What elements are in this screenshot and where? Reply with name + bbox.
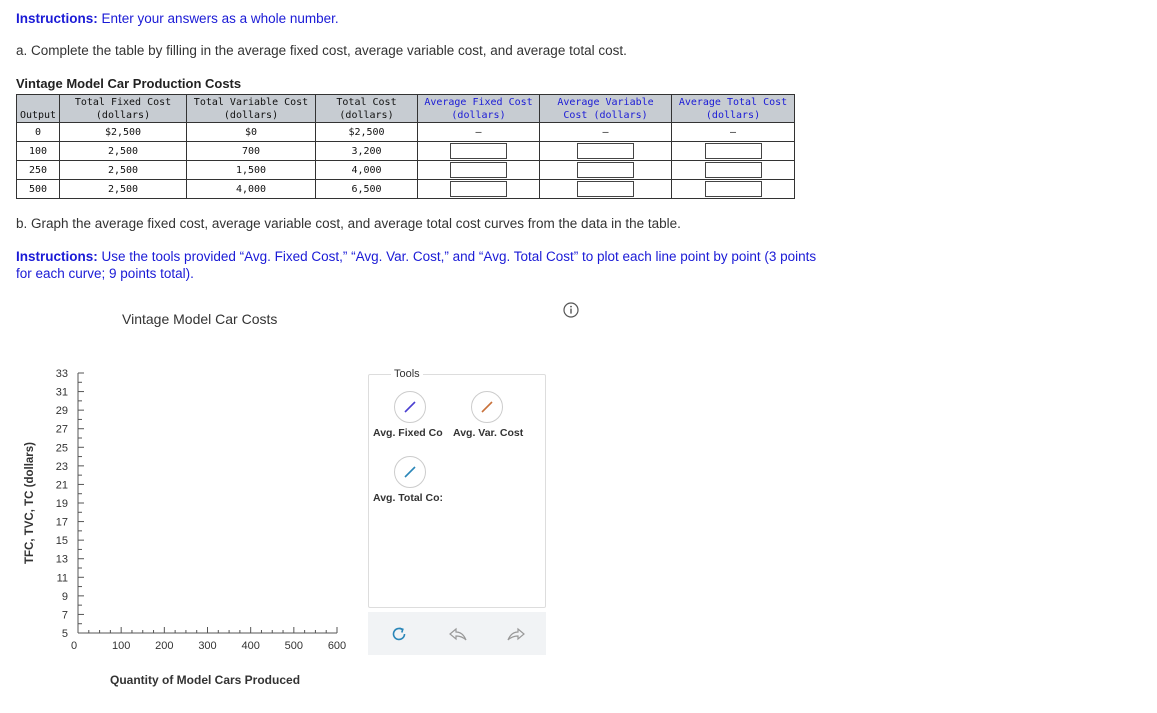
y-tick-label: 19 <box>55 498 68 510</box>
cell-tfc: 2,500 <box>60 180 187 199</box>
cell-tc: 4,000 <box>316 161 418 180</box>
cell-tvc: 4,000 <box>187 180 316 199</box>
afc-input-500[interactable] <box>450 181 507 197</box>
y-tick-label: 21 <box>55 479 68 492</box>
cell-tc: 3,200 <box>316 142 418 161</box>
cell-output: 0 <box>17 123 60 142</box>
y-tick-label: 9 <box>61 590 68 603</box>
avg-total-cost-tool-button[interactable] <box>394 456 426 488</box>
afc-input-250[interactable] <box>450 162 507 178</box>
part-a-text: a. Complete the table by filling in the average fixed cost, average variable cost, and average total cost. <box>16 43 627 58</box>
col-header-avc: Average Variable Cost (dollars) <box>540 95 672 123</box>
x-tick-label: 400 <box>241 640 260 652</box>
x-tick-label: 0 <box>70 640 78 652</box>
avg-total-cost-tool-label[interactable]: Avg. Total Co: <box>373 492 443 504</box>
atc-input-100[interactable] <box>705 143 762 159</box>
cell-atc: – <box>672 123 795 142</box>
col-header-output: Output <box>17 95 60 123</box>
y-tick-label: 11 <box>56 572 68 585</box>
col-header-afc: Average Fixed Cost (dollars) <box>418 95 540 123</box>
reset-icon[interactable] <box>390 625 408 648</box>
graph-controls-bar <box>368 612 546 655</box>
instructions-text: Enter your answers as a whole number. <box>97 11 339 26</box>
cell-tvc: $0 <box>187 123 316 142</box>
cell-tfc: 2,500 <box>60 161 187 180</box>
table-row <box>17 180 795 199</box>
y-tick-label: 23 <box>55 460 68 473</box>
line-tool-icon <box>402 399 418 415</box>
cell-avc: – <box>540 123 672 142</box>
table-row <box>17 123 795 142</box>
info-icon[interactable] <box>563 302 579 323</box>
cell-tfc: 2,500 <box>60 142 187 161</box>
y-axis-label: TFC, TVC, TC (dollars) <box>24 441 36 565</box>
y-tick-label: 25 <box>55 442 68 455</box>
avg-var-cost-tool-button[interactable] <box>471 391 503 423</box>
col-header-tfc: Total Fixed Cost (dollars) <box>60 95 187 123</box>
tools-panel <box>368 368 546 608</box>
x-tick-label: 100 <box>111 640 131 652</box>
cell-output: 100 <box>17 142 60 161</box>
line-tool-icon <box>479 399 495 415</box>
atc-input-500[interactable] <box>705 181 762 197</box>
instructions-b-line1: Use the tools provided “Avg. Fixed Cost,” “Avg. Var. Cost,” and “Avg. Total Cost” to plot each line point by point (3 points <box>97 249 817 264</box>
afc-input-100[interactable] <box>450 143 507 159</box>
table-row <box>17 142 795 161</box>
atc-input-250[interactable] <box>705 162 762 178</box>
x-tick-label: 200 <box>155 640 174 652</box>
avg-fixed-cost-tool-button[interactable] <box>394 391 426 423</box>
cell-tvc: 1,500 <box>187 161 316 180</box>
x-tick-label: 500 <box>284 640 304 652</box>
y-tick-label: 15 <box>55 535 68 548</box>
part-b-text: b. Graph the average fixed cost, average variable cost, and average total cost curves from the data in the table. <box>16 216 681 231</box>
table-title: Vintage Model Car Production Costs <box>16 76 242 91</box>
y-tick-label: 33 <box>55 368 68 380</box>
y-tick-label: 29 <box>55 405 68 418</box>
avc-input-250[interactable] <box>577 162 634 178</box>
cost-table <box>16 94 795 199</box>
cell-tfc: $2,500 <box>60 123 187 142</box>
instructions-b <box>16 248 816 282</box>
instructions-label: Instructions: <box>16 11 98 26</box>
chart-title: Vintage Model Car Costs <box>122 311 278 327</box>
cell-tvc: 700 <box>187 142 316 161</box>
x-tick-label: 300 <box>198 640 217 652</box>
avc-input-100[interactable] <box>577 143 634 159</box>
instructions-top <box>16 11 339 26</box>
redo-icon[interactable] <box>506 625 526 648</box>
cell-tc: $2,500 <box>316 123 418 142</box>
x-tick-label: 600 <box>327 640 347 652</box>
avc-input-500[interactable] <box>577 181 634 197</box>
y-tick-label: 27 <box>55 423 68 436</box>
y-tick-label: 17 <box>55 516 68 529</box>
y-tick-label: 13 <box>55 553 68 566</box>
y-tick-label: 31 <box>55 386 68 399</box>
x-axis-label: Quantity of Model Cars Produced <box>110 673 301 687</box>
cell-output: 500 <box>17 180 60 199</box>
line-tool-icon <box>402 464 418 480</box>
col-header-atc: Average Total Cost (dollars) <box>672 95 795 123</box>
y-tick-label: 5 <box>61 628 68 640</box>
instructions-b-label: Instructions: <box>16 249 98 264</box>
chart-plot[interactable] <box>0 360 360 660</box>
avg-fixed-cost-tool-label[interactable]: Avg. Fixed Co <box>373 427 443 439</box>
col-header-tvc: Total Variable Cost (dollars) <box>187 95 316 123</box>
col-header-tc: Total Cost (dollars) <box>316 95 418 123</box>
y-tick-label: 7 <box>61 609 68 622</box>
cell-tc: 6,500 <box>316 180 418 199</box>
cell-output: 250 <box>17 161 60 180</box>
avg-var-cost-tool-label[interactable]: Avg. Var. Cost <box>453 427 524 439</box>
tools-title: Tools <box>391 368 423 380</box>
instructions-b-line2: for each curve; 9 points total). <box>16 266 194 281</box>
undo-icon[interactable] <box>448 625 468 648</box>
cell-afc: – <box>418 123 540 142</box>
table-row <box>17 161 795 180</box>
